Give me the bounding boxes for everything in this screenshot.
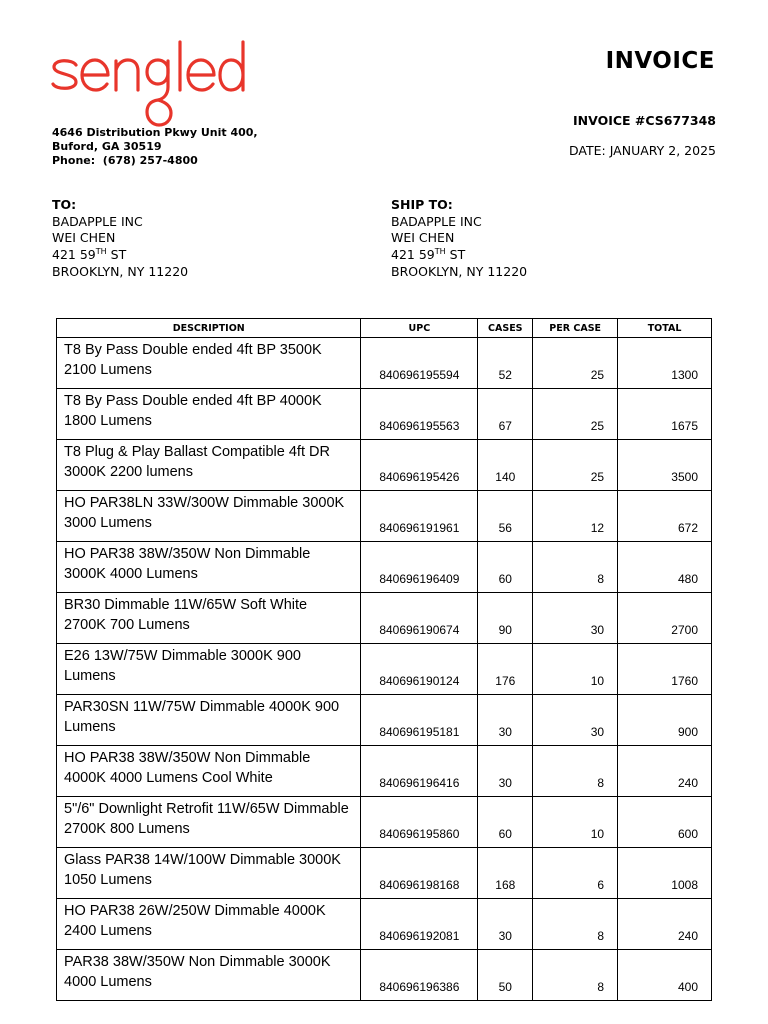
cell-upc: 840696195426: [361, 440, 478, 491]
line-items-table: [56, 318, 712, 1001]
column-header-per-case: PER CASE: [533, 319, 618, 338]
cell-cases: 140: [478, 440, 533, 491]
cell-upc: 840696195860: [361, 797, 478, 848]
cell-cases: 50: [478, 950, 533, 1001]
cell-upc: 840696196409: [361, 542, 478, 593]
company-address: [52, 126, 258, 168]
cell-total: 3500: [618, 440, 712, 491]
cell-description: T8 Plug & Play Ballast Compatible 4ft DR 3000K 2200 lumens: [57, 440, 361, 491]
bill-to-company: BADAPPLE INC: [52, 213, 143, 229]
ship-to-company: BADAPPLE INC: [391, 213, 482, 229]
cell-total: 672: [618, 491, 712, 542]
cell-per-case: 8: [533, 542, 618, 593]
cell-cases: 30: [478, 899, 533, 950]
table-row: [57, 695, 712, 746]
cell-description: HO PAR38 26W/250W Dimmable 4000K 2400 Lumens: [57, 899, 361, 950]
cell-per-case: 8: [533, 950, 618, 1001]
company-address-line2: Buford, GA 30519: [52, 140, 162, 153]
invoice-number: INVOICE #CS677348: [573, 113, 716, 128]
ship-to-city: BROOKLYN, NY 11220: [391, 263, 528, 279]
column-header-upc: UPC: [361, 319, 478, 338]
cell-total: 1760: [618, 644, 712, 695]
sengled-logo: [50, 40, 280, 130]
table-row: [57, 491, 712, 542]
bill-to-street-rest: ST: [106, 247, 127, 263]
cell-upc: 840696192081: [361, 899, 478, 950]
cell-description: BR30 Dimmable 11W/65W Soft White 2700K 700 Lumens: [57, 593, 361, 644]
bill-to-street-number: 421 59: [52, 247, 96, 263]
cell-upc: 840696195181: [361, 695, 478, 746]
table-row: [57, 899, 712, 950]
cell-upc: 840696196416: [361, 746, 478, 797]
table-row: [57, 542, 712, 593]
cell-total: 1008: [618, 848, 712, 899]
cell-per-case: 10: [533, 797, 618, 848]
table-row: [57, 593, 712, 644]
cell-per-case: 30: [533, 695, 618, 746]
cell-description: PAR30SN 11W/75W Dimmable 4000K 900 Lumens: [57, 695, 361, 746]
bill-to-label: TO:: [52, 197, 77, 212]
cell-upc: 840696190124: [361, 644, 478, 695]
table-row: [57, 389, 712, 440]
cell-total: 1675: [618, 389, 712, 440]
cell-upc: 840696198168: [361, 848, 478, 899]
invoice-title: INVOICE: [605, 48, 715, 74]
cell-upc: 840696195563: [361, 389, 478, 440]
cell-per-case: 25: [533, 338, 618, 389]
ship-to-street-rest: ST: [445, 247, 466, 263]
table-row: [57, 338, 712, 389]
cell-cases: 67: [478, 389, 533, 440]
column-header-description: DESCRIPTION: [57, 319, 361, 338]
table-row: [57, 644, 712, 695]
cell-per-case: 12: [533, 491, 618, 542]
cell-description: T8 By Pass Double ended 4ft BP 3500K 2100 Lumens: [57, 338, 361, 389]
cell-per-case: 25: [533, 389, 618, 440]
cell-cases: 168: [478, 848, 533, 899]
cell-upc: 840696190674: [361, 593, 478, 644]
cell-description: 5"/6" Downlight Retrofit 11W/65W Dimmable 2700K 800 Lumens: [57, 797, 361, 848]
cell-per-case: 6: [533, 848, 618, 899]
cell-upc: 840696191961: [361, 491, 478, 542]
company-address-line1: 4646 Distribution Pkwy Unit 400,: [52, 126, 258, 139]
table-row: [57, 746, 712, 797]
ship-to-street-number: 421 59: [391, 247, 435, 263]
invoice-date: DATE: JANUARY 2, 2025: [569, 143, 716, 158]
cell-description: HO PAR38LN 33W/300W Dimmable 3000K 3000 Lumens: [57, 491, 361, 542]
bill-to-block: [52, 197, 188, 281]
table-row: [57, 797, 712, 848]
ship-to-name: WEI CHEN: [391, 230, 455, 246]
cell-cases: 60: [478, 797, 533, 848]
bill-to-street-suffix: TH: [95, 247, 107, 257]
cell-total: 240: [618, 899, 712, 950]
cell-total: 240: [618, 746, 712, 797]
cell-description: HO PAR38 38W/350W Non Dimmable 4000K 4000 Lumens Cool White: [57, 746, 361, 797]
cell-total: 480: [618, 542, 712, 593]
cell-total: 1300: [618, 338, 712, 389]
cell-description: Glass PAR38 14W/100W Dimmable 3000K 1050 Lumens: [57, 848, 361, 899]
cell-upc: 840696196386: [361, 950, 478, 1001]
sengled-logo-mark: [50, 40, 280, 130]
cell-cases: 90: [478, 593, 533, 644]
bill-to-street: [52, 247, 188, 264]
cell-description: E26 13W/75W Dimmable 3000K 900 Lumens: [57, 644, 361, 695]
table-row: [57, 950, 712, 1001]
cell-description: T8 By Pass Double ended 4ft BP 4000K 1800 Lumens: [57, 389, 361, 440]
cell-cases: 56: [478, 491, 533, 542]
bill-to-city: BROOKLYN, NY 11220: [52, 263, 189, 279]
cell-per-case: 25: [533, 440, 618, 491]
cell-description: PAR38 38W/350W Non Dimmable 3000K 4000 Lumens: [57, 950, 361, 1001]
cell-total: 2700: [618, 593, 712, 644]
column-header-cases: CASES: [478, 319, 533, 338]
cell-cases: 30: [478, 695, 533, 746]
cell-per-case: 30: [533, 593, 618, 644]
ship-to-street: [391, 247, 527, 264]
cell-per-case: 8: [533, 746, 618, 797]
cell-total: 900: [618, 695, 712, 746]
cell-per-case: 8: [533, 899, 618, 950]
ship-to-label: SHIP TO:: [391, 197, 453, 212]
ship-to-block: [391, 197, 527, 281]
ship-to-street-suffix: TH: [434, 247, 446, 257]
cell-description: HO PAR38 38W/350W Non Dimmable 3000K 4000 Lumens: [57, 542, 361, 593]
cell-cases: 30: [478, 746, 533, 797]
column-header-total: TOTAL: [618, 319, 712, 338]
cell-cases: 60: [478, 542, 533, 593]
cell-upc: 840696195594: [361, 338, 478, 389]
table-header-row: [57, 319, 712, 338]
company-phone: Phone: (678) 257-4800: [52, 154, 198, 167]
table-row: [57, 440, 712, 491]
cell-cases: 176: [478, 644, 533, 695]
cell-per-case: 10: [533, 644, 618, 695]
bill-to-name: WEI CHEN: [52, 230, 116, 246]
cell-total: 400: [618, 950, 712, 1001]
table-row: [57, 848, 712, 899]
cell-cases: 52: [478, 338, 533, 389]
cell-total: 600: [618, 797, 712, 848]
